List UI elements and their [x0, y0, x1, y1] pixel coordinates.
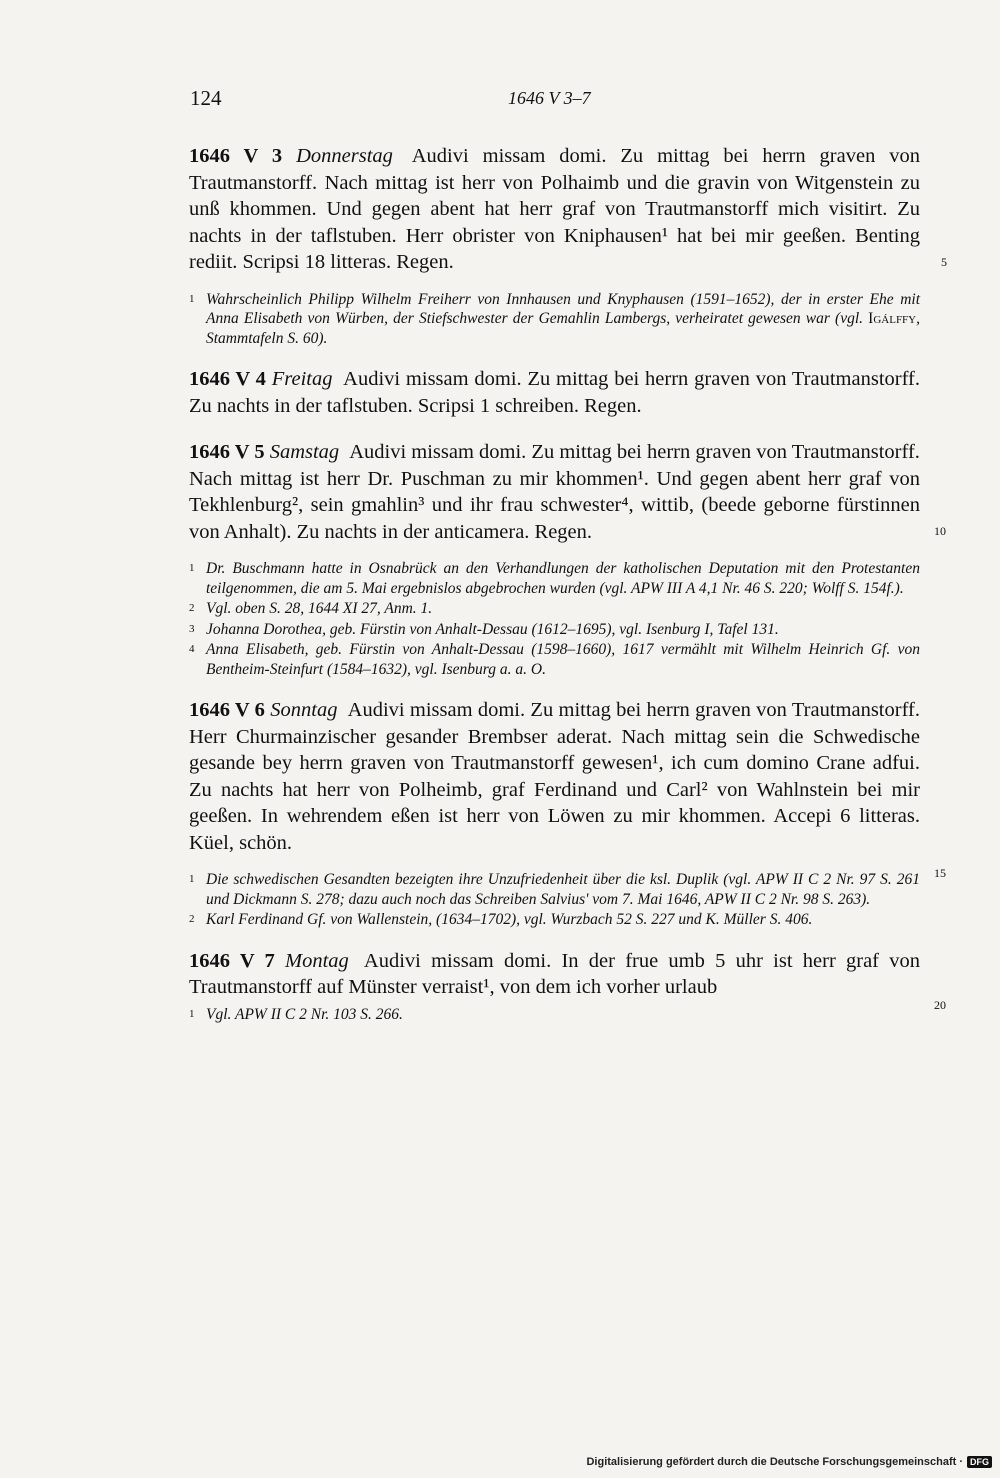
diary-entry-v4 [189, 366, 920, 419]
diary-entry-v7 [189, 948, 920, 1001]
page-header [190, 86, 920, 116]
entry-text: Audivi missam domi. Zu mittag bei herrn graven von Trautmanstorff. Herr Churmainzischer gesander Brembser aderat. Nach mittag sein die Schwedische gesande bey herrn graven von Trautmanstorff gewesen¹, ich cum domino Crane adfui. Zu nachts hat herr von Polheimb, graf Ferdinand und Carl² von Wahlnstein bei mir geeßen. In wehrendem eßen ist herr von Löwen zu mir khommen. Accepi 6 litteras. Küel, schön. [189, 699, 920, 854]
entry-text: Audivi missam domi. Zu mittag bei herrn graven von Trautmanstorff. Zu nachts in der taflstuben. Scripsi 1 schreiben. Regen. [189, 368, 921, 417]
entry-weekday: Donnerstag [296, 145, 393, 167]
entry-text: Audivi missam domi. Zu mittag bei herrn graven von Trautmanstorff. [349, 441, 920, 463]
diary-entry-v5-continued: Nach mittag ist herr Dr. Puschman zu mir khommen¹. Und gegen abent herr graf von Tekhlenburg², sein gmahlin³ und ihr frau schwester⁴, wittib, (beede geborne fürstinnen von Anhalt). Zu nachts in der anticamera. Regen. [189, 467, 920, 543]
footnote [189, 559, 920, 598]
line-number-20: 20 [934, 998, 946, 1012]
entry-text: Audivi missam domi. Zu mittag bei herrn graven von Trautmanstorff. Nach mittag ist herr von Polhaimb und die gravin von Witgenstein zu unß khommen. Und gegen abent hat herr graf von Trautmanstorff mich visitirt. Zu nachts in der taflstuben. Herr obrister von Kniphausen¹ hat bei mir geeßen. Benting rediit. Scripsi 18 litteras. Regen. [189, 145, 921, 273]
footnotes-v3 [189, 290, 920, 349]
footnote [189, 910, 920, 930]
footnote-mark: 3 [189, 622, 195, 635]
footnote [189, 640, 920, 679]
entry-date: 1646 V 6 [189, 699, 265, 721]
footnote-text: Dr. Buschmann hatte in Osnabrück an den Verhandlungen der katholischen Deputation mit den Protestanten teilgenommen, die am 5. Mai ergebnislos abgebrochen wurden (vgl. APW III A 4,1 Nr. 46 S. 220; Wolff S. 154f.). [206, 560, 920, 597]
entry-date: 1646 V 4 [189, 368, 266, 390]
line-number-10: 10 [934, 524, 946, 538]
entry-weekday: Sonntag [270, 699, 338, 721]
line-number-5: 5 [941, 255, 947, 269]
diary-entry-v3 [189, 143, 920, 276]
entry-date: 1646 V 3 [189, 145, 283, 167]
footnote-mark: 1 [189, 1007, 195, 1020]
footnote-author: Igálffy [868, 310, 917, 327]
entry-date: 1646 V 7 [189, 949, 275, 972]
footnote-text: Karl Ferdinand Gf. von Wallenstein, (1634–1702), vgl. Wurzbach 52 S. 227 und K. Müller S. 406. [206, 911, 813, 928]
footnote-mark: 1 [189, 292, 195, 305]
footnote-text: Vgl. oben S. 28, 1644 XI 27, Anm. 1. [206, 600, 433, 617]
digitization-footer [586, 1456, 992, 1468]
entry-text: Audivi missam domi. In der frue umb 5 uhr ist herr graf von Trautmanstorff auf Münster verraist¹, von dem ich vorher urlaub [189, 949, 920, 998]
footnote [189, 1005, 920, 1025]
diary-entry-v5 [189, 439, 920, 466]
footnote [189, 599, 920, 619]
footnote-mark: 4 [189, 643, 195, 655]
footnote [189, 870, 920, 909]
footnotes-v6 [189, 870, 920, 930]
footnote [189, 620, 920, 640]
footnote-text: Johanna Dorothea, geb. Fürstin von Anhalt-Dessau (1612–1695), vgl. Isenburg I, Tafel 131. [206, 620, 779, 638]
footnote-text: Die schwedischen Gesandten bezeigten ihre Unzufriedenheit über die ksl. Duplik (vgl. APW II C 2 Nr. 97 S. 261 und Dickmann S. 278; dazu auch noch das Schreiben Salvius' vom 7. Mai 1646, APW II C 2 Nr. 98 S. 263). [206, 871, 920, 908]
entry-date: 1646 V 5 [189, 441, 265, 463]
footer-text: Digitalisierung gefördert durch die Deutsche Forschungsgemeinschaft · [586, 1456, 963, 1468]
spacer [189, 419, 920, 439]
footnote-text: Anna Elisabeth, geb. Fürstin von Anhalt-Dessau (1598–1660), 1617 vermählt mit Wilhelm Heinrich Gf. von Bentheim-Steinfurt (1584–1632), vgl. Isenburg a. a. O. [206, 641, 920, 678]
footnote-text: Wahrscheinlich Philipp Wilhelm Freiherr von Innhausen und Knyphausen (1591–1652), der in erster Ehe mit Anna Elisabeth von Würben, der Stiefschwester der Gemahlin Lambergs, verheiratet gewesen war (vgl. [206, 290, 920, 327]
footnote-text-end: , Stammtafeln S. 60). [206, 310, 920, 347]
footnote-mark: 2 [189, 602, 195, 614]
entry-weekday: Freitag [271, 368, 333, 390]
running-title: 1646 V 3–7 [508, 88, 591, 108]
page-content [189, 143, 920, 1042]
footnote [189, 290, 920, 349]
entry-weekday: Montag [285, 949, 349, 972]
footnote-text: Vgl. APW II C 2 Nr. 103 S. 266. [206, 1005, 403, 1023]
footnote-mark: 2 [189, 913, 195, 925]
footnotes-v5 [189, 559, 920, 679]
dfg-logo: DFG [967, 1456, 992, 1468]
entry-weekday: Samstag [269, 441, 340, 463]
footnote-mark: 1 [189, 873, 195, 885]
footnotes-v7 [189, 1005, 920, 1025]
diary-entry-v6 [189, 697, 920, 856]
line-number-15: 15 [934, 866, 946, 880]
footnote-mark: 1 [189, 562, 195, 574]
page-number: 124 [190, 86, 222, 110]
